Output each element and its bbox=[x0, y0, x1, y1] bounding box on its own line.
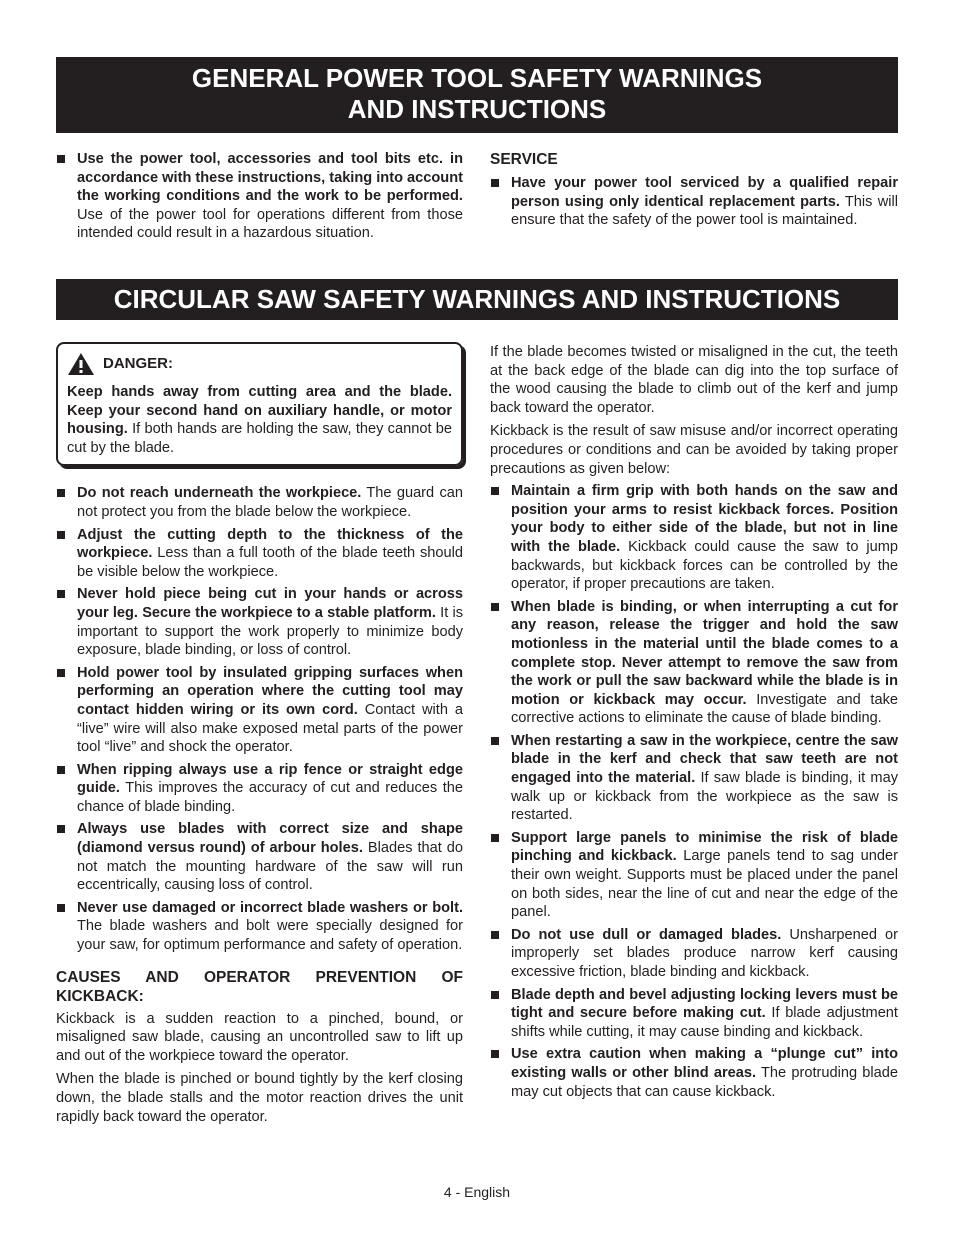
item-bold-text: Do not reach underneath the workpiece. bbox=[77, 485, 362, 502]
item-text: Large panels tend to sag under their own weight. Supports must be placed under the panel on both sides, near the line of cut and near the edge of the panel. bbox=[511, 848, 898, 921]
list-item bbox=[490, 598, 898, 728]
item-bold-text: When restarting a saw in the workpiece, centre the saw blade in the kerf and check that saw teeth are not engaged into the material. bbox=[511, 732, 898, 787]
item-text: The protruding blade may cut objects that can cause kickback. bbox=[511, 1064, 898, 1100]
item-text: The blade washers and bolt were specially designed for your saw, for optimum performance and safety of operation. bbox=[77, 918, 463, 954]
item-bold-text: Blade depth and bevel adjusting locking levers must be tight and secure before making cut. bbox=[511, 986, 898, 1022]
general-warnings-banner bbox=[56, 57, 898, 133]
list-item bbox=[56, 820, 463, 894]
item-text: If saw blade is binding, it may walk up or kickback from the workpiece as the saw is restarted. bbox=[511, 770, 898, 824]
right-warning-list bbox=[490, 482, 898, 1101]
list-item bbox=[56, 585, 463, 659]
general-left-column bbox=[56, 150, 463, 243]
danger-box bbox=[56, 342, 463, 466]
list-item bbox=[490, 174, 898, 230]
circular-right-column bbox=[490, 343, 898, 1105]
list-item bbox=[56, 899, 463, 955]
list-item bbox=[490, 482, 898, 594]
item-bold-text: Never use damaged or incorrect blade washers or bolt. bbox=[77, 899, 463, 916]
list-item bbox=[56, 761, 463, 817]
list-item bbox=[490, 829, 898, 922]
item-text: This improves the accuracy of cut and reduces the chance of blade binding. bbox=[77, 780, 463, 815]
kickback-paragraph-4: Kickback is the result of saw misuse and/or incorrect operating procedures or conditions and can be avoided by taking proper precautions as given below: bbox=[490, 423, 898, 477]
kickback-paragraph-1: Kickback is a sudden reaction to a pinched, bound, or misaligned saw blade, causing an uncontrolled saw to lift up and out of the workpiece toward the operator. bbox=[56, 1010, 463, 1064]
item-text: The guard can not protect you from the blade below the workpiece. bbox=[77, 485, 463, 520]
item-text: Use of the power tool for operations different from those intended could result in a hazardous situation. bbox=[77, 206, 463, 242]
page-footer: 4 - English bbox=[443, 1184, 511, 1200]
kickback-paragraph-3: If the blade becomes twisted or misaligned in the cut, the teeth at the back edge of the blade can dig into the top surface of the wood causing the blade to climb out of the kerf and jump back toward the operator. bbox=[490, 344, 898, 416]
item-text: Contact with a “live” wire will also make exposed metal parts of the power tool “live” and shock the operator. bbox=[77, 701, 463, 756]
left-warning-list bbox=[56, 484, 463, 954]
service-heading: SERVICE bbox=[490, 151, 558, 168]
kickback-heading: CAUSES AND OPERATOR PREVENTION OF KICKBACK: bbox=[56, 968, 463, 1005]
item-bold-text: Do not use dull or damaged blades. bbox=[511, 926, 782, 943]
item-text: Less than a full tooth of the blade teeth should be visible below the workpiece. bbox=[77, 545, 463, 580]
danger-header bbox=[67, 351, 452, 377]
general-banner-line-2: AND INSTRUCTIONS bbox=[347, 94, 607, 124]
list-item bbox=[56, 150, 463, 243]
danger-label: DANGER: bbox=[103, 354, 173, 372]
list-item bbox=[56, 664, 463, 757]
item-text: If blade adjustment shifts while cutting, it may cause binding and kickback. bbox=[511, 1005, 898, 1040]
item-bold-text: Use the power tool, accessories and tool bits etc. in accordance with these instructions, taking into account the working conditions and the work to be performed. bbox=[77, 151, 463, 205]
list-item bbox=[490, 1045, 898, 1101]
item-text: Unsharpened or improperly set blades produce narrow kerf causing excessive friction, blade binding and kickback. bbox=[511, 926, 898, 980]
item-bold-text: Never hold piece being cut in your hands or across your leg. Secure the workpiece to a stable platform. bbox=[77, 586, 463, 621]
item-bold-text: When ripping always use a rip fence or straight edge guide. bbox=[77, 761, 463, 797]
list-item bbox=[56, 484, 463, 521]
list-item bbox=[490, 732, 898, 825]
item-bold-text: Have your power tool serviced by a qualified repair person using only identical replacement parts. bbox=[511, 175, 898, 210]
circular-saw-banner: CIRCULAR SAW SAFETY WARNINGS AND INSTRUCTIONS bbox=[56, 279, 898, 320]
item-bold-text: Support large panels to minimise the risk of blade pinching and kickback. bbox=[511, 829, 898, 865]
item-bold-text: Always use blades with correct size and shape (diamond versus round) of arbour holes. bbox=[77, 821, 463, 857]
list-item bbox=[490, 986, 898, 1042]
general-banner-line-1: GENERAL POWER TOOL SAFETY WARNINGS bbox=[191, 63, 763, 93]
item-bold-text: Adjust the cutting depth to the thickness of the workpiece. bbox=[77, 526, 463, 562]
list-item bbox=[490, 926, 898, 982]
circular-left-column bbox=[56, 342, 463, 1126]
warning-icon bbox=[67, 352, 95, 376]
list-item bbox=[56, 526, 463, 582]
danger-plain-text: If both hands are holding the saw, they cannot be cut by the blade. bbox=[67, 421, 452, 456]
item-text: It is important to support the work properly to minimize body exposure, blade binding, or loss of control. bbox=[77, 604, 463, 659]
danger-bold-text: Keep hands away from cutting area and the blade. Keep your second hand on auxiliary handle, or motor housing. bbox=[67, 384, 452, 438]
kickback-paragraph-2: When the blade is pinched or bound tightly by the kerf closing down, the blade stalls and the motor reaction drives the unit rapidly back toward the operator. bbox=[56, 1071, 463, 1125]
item-text: Kickback could cause the saw to jump backwards, but kickback forces can be controlled by the operator, if proper precautions are taken. bbox=[511, 538, 899, 593]
danger-text bbox=[67, 383, 452, 457]
service-column bbox=[490, 150, 898, 230]
item-bold-text: Use extra caution when making a “plunge cut” into existing walls or other blind areas. bbox=[511, 1046, 898, 1081]
item-bold-text: Hold power tool by insulated gripping surfaces when performing an operation where the cutting tool may contact hidden wiring or its own cord. bbox=[77, 664, 463, 718]
item-text: Investigate and take corrective actions to eliminate the cause of blade binding. bbox=[511, 691, 899, 727]
item-text: Blades that do not match the mounting hardware of the saw will run eccentrically, causing loss of control. bbox=[77, 840, 463, 894]
item-text: This will ensure that the safety of the power tool is maintained. bbox=[511, 193, 898, 229]
item-bold-text: Maintain a firm grip with both hands on the saw and position your arms to resist kickback forces. Position your body to either side of the blade, but not in line with the blade. bbox=[511, 483, 898, 555]
item-bold-text: When blade is binding, or when interrupting a cut for any reason, release the trigger and hold the saw motionless in the material until the blade comes to a complete stop. Never attempt to remove the saw from the work or pull the saw backward while the blade is in motion or kickback may occur. bbox=[511, 598, 898, 708]
